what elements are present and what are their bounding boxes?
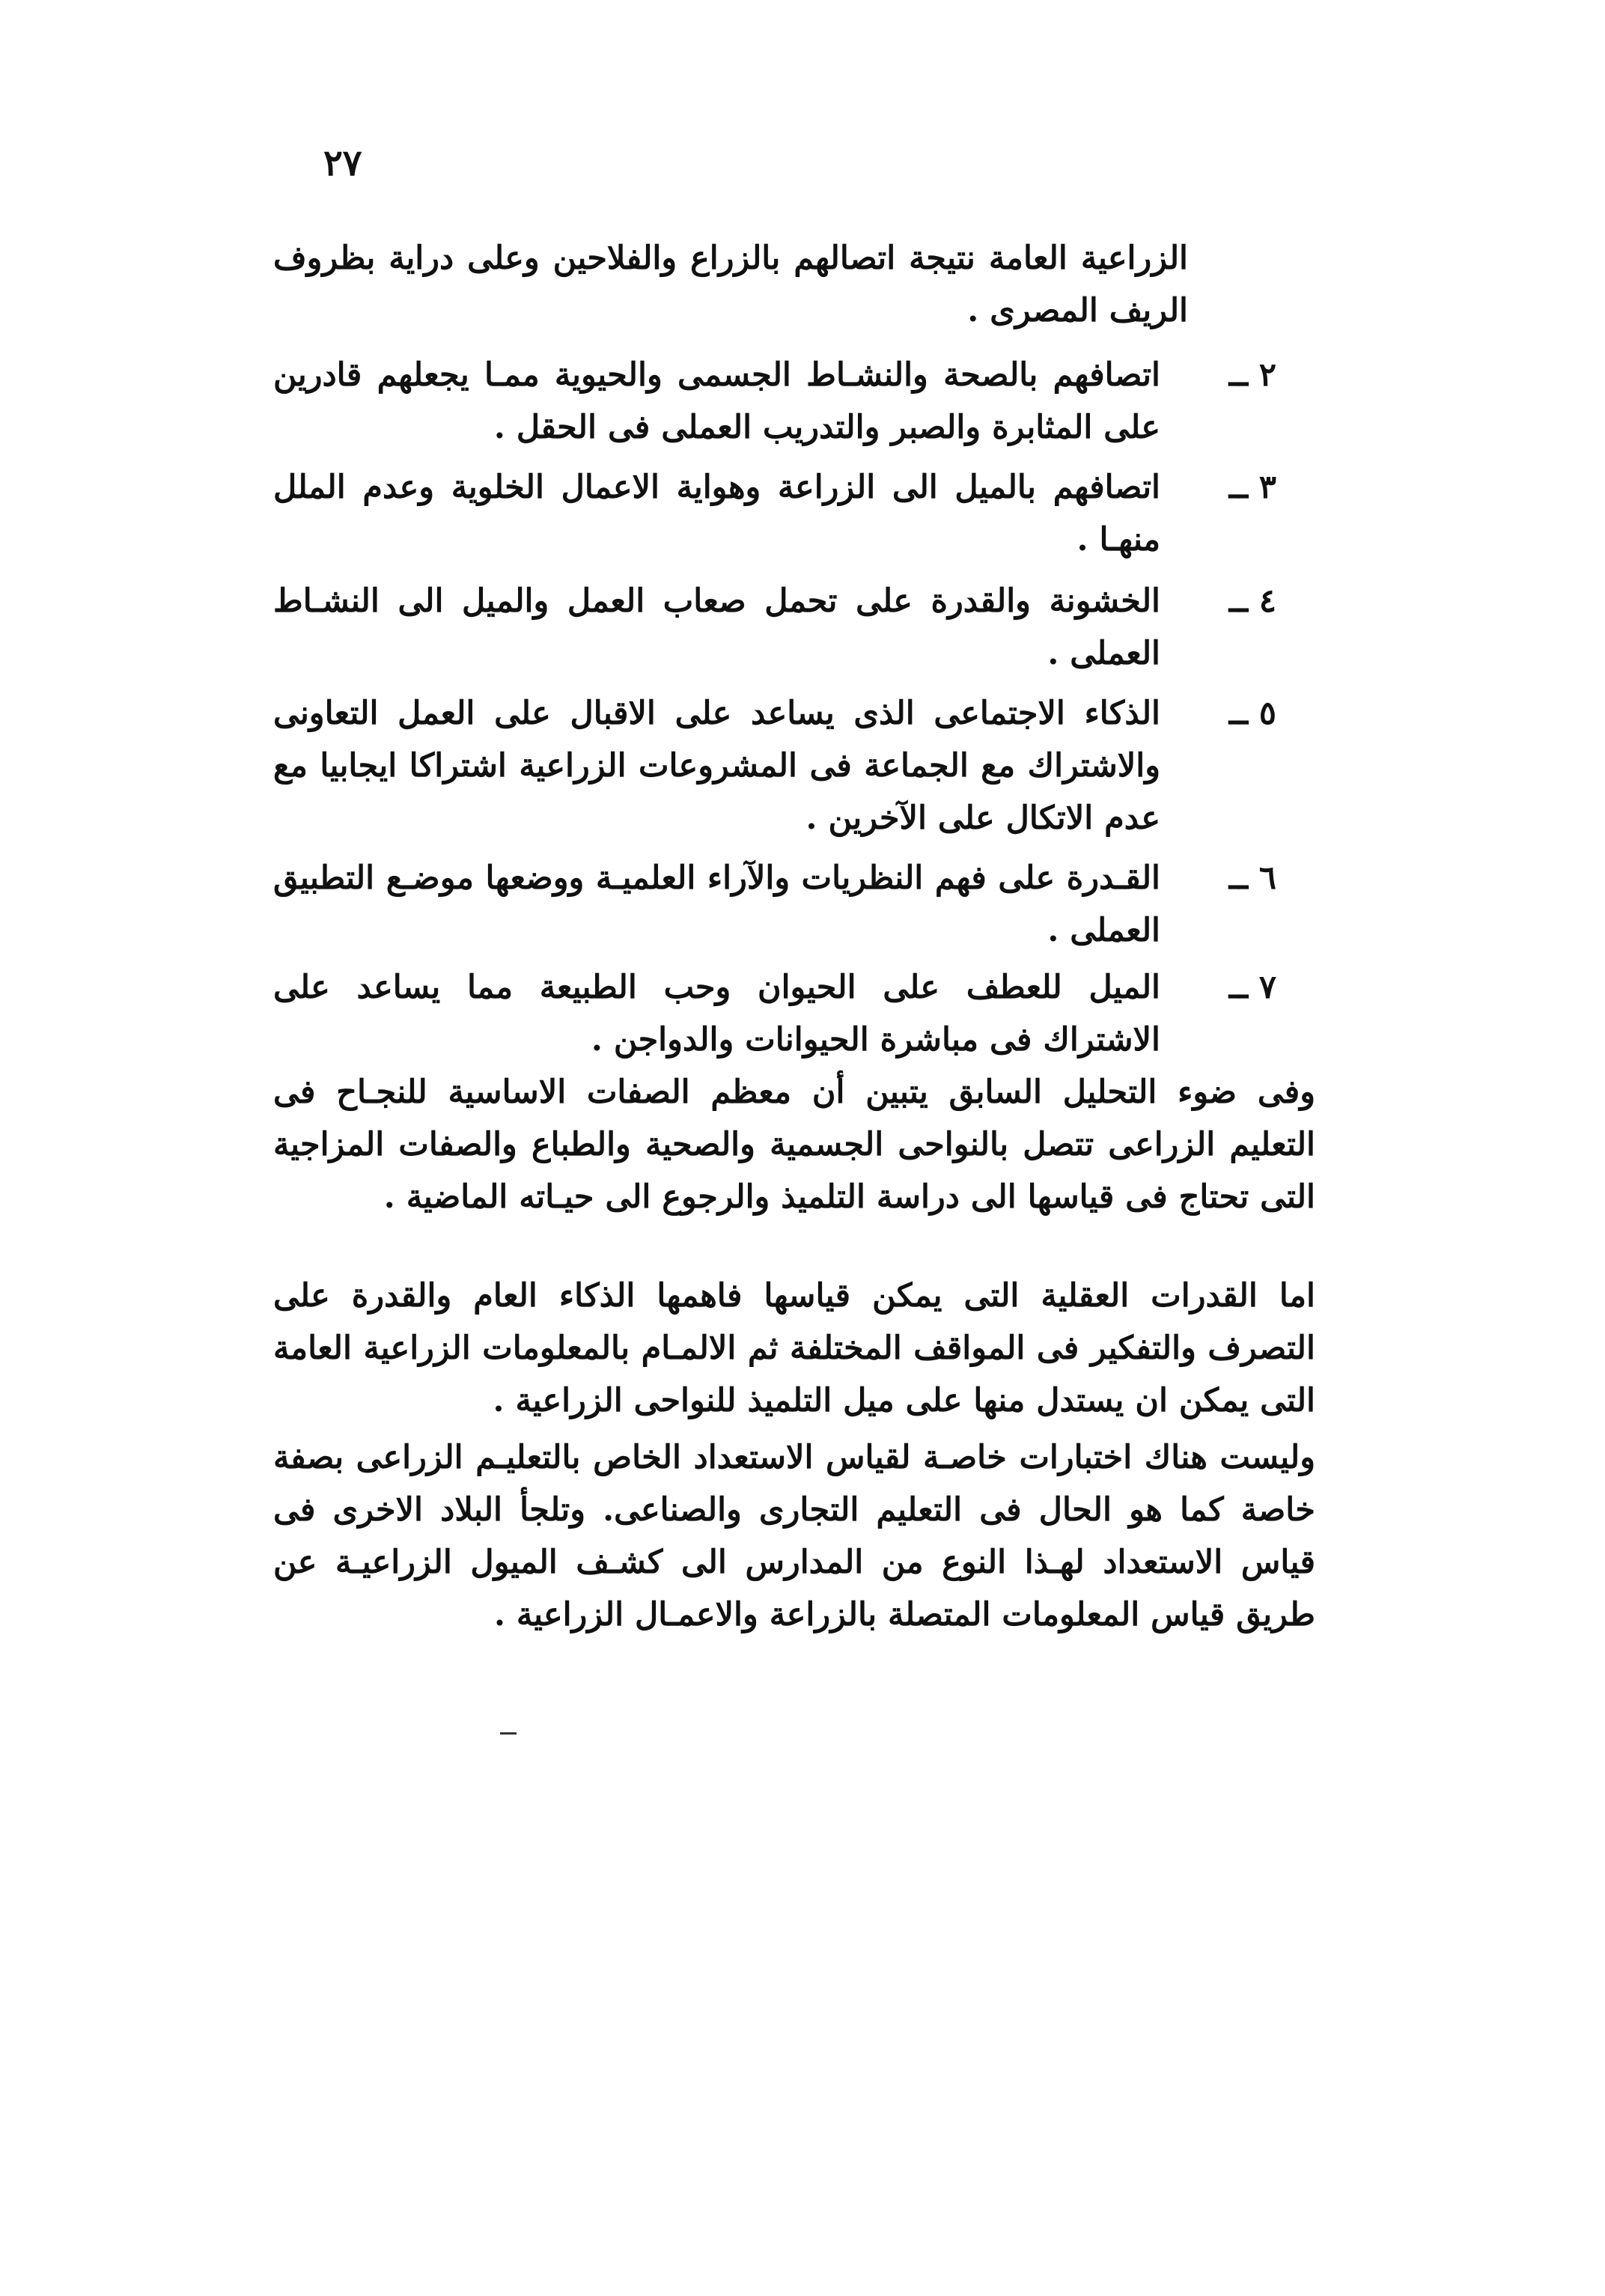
stray-mark [500, 1732, 517, 1735]
paragraph-analysis: وفى ضوء التحليل السابق يتبين أن معظم الصفات الاساسية للنجـاح فى التعليم الزراعى تتصل بالنواحى الجسمية والصحية والطباع والصفات المزاجية التى تحتاج فى قياسها الى دراسة التلميذ والرجوع الى حيـاته الماضية . [273, 1074, 1315, 1216]
list-item-number: ٣ ــ [1228, 469, 1276, 506]
list-item-text: اتصافهم بالصحة والنشـاط الجسمى والحيوية ممـا يجعلهم قادرين على المثابرة والصبر والتدريب العملى فى الحقل . [273, 356, 1160, 446]
list-item-number: ٢ ــ [1228, 356, 1276, 394]
continuation-text: الزراعية العامة نتيجة اتصالهم بالزراع والفلاحين وعلى دراية بظروف الريف المصرى . [273, 240, 1188, 329]
list-item-text: القـدرة على فهم النظريات والآراء العلميـة ووضعها موضـع التطبيق العملى . [273, 859, 1160, 949]
list-item-text: الخشونة والقدرة على تحمل صعاب العمل والميل الى النشـاط العملى . [273, 582, 1160, 672]
paragraph-tests: وليست هناك اختبارات خاصـة لقياس الاستعداد الخاص بالتعليـم الزراعى بصفة خاصة كما هو الحال فى التعليم التجارى والصناعى. وتلجأ البلاد الاخرى فى قياس الاستعداد لهـذا النوع من المدارس الى كشـف الميول الزراعيـة عن طريق قياس المعلومات المتصلة بالزراعة والاعمـال الزراعية . [273, 1439, 1315, 1633]
list-item-number: ٥ ــ [1228, 695, 1276, 732]
list-item-number: ٧ ــ [1228, 969, 1276, 1006]
paragraph-mental-abilities: اما القدرات العقلية التى يمكن قياسها فاهمها الذكاء العام والقدرة على التصرف والتفكير فى المواقف المختلفة ثم الالمـام بالمعلومات الزراعية العامة التى يمكن ان يستدل منها على ميل التلميذ للنواحى الزراعية . [273, 1277, 1315, 1419]
list-item-text: الميل للعطف على الحيوان وحب الطبيعة مما يساعد على الاشتراك فى مباشرة الحيوانات والدواجن . [273, 969, 1160, 1059]
list-item-text: الذكاء الاجتماعى الذى يساعد على الاقبال على العمل التعاونى والاشتراك مع الجماعة فى المشروعات الزراعية اشتراكا ايجابيا مع عدم الاتكال على الآخرين . [273, 695, 1160, 837]
list-item-text: اتصافهم بالميل الى الزراعة وهواية الاعمال الخلوية وعدم الملل منهـا . [273, 469, 1160, 558]
list-item-number: ٦ ــ [1228, 859, 1276, 897]
page-number: ٢٧ [323, 142, 362, 184]
list-item-number: ٤ ــ [1228, 582, 1276, 620]
